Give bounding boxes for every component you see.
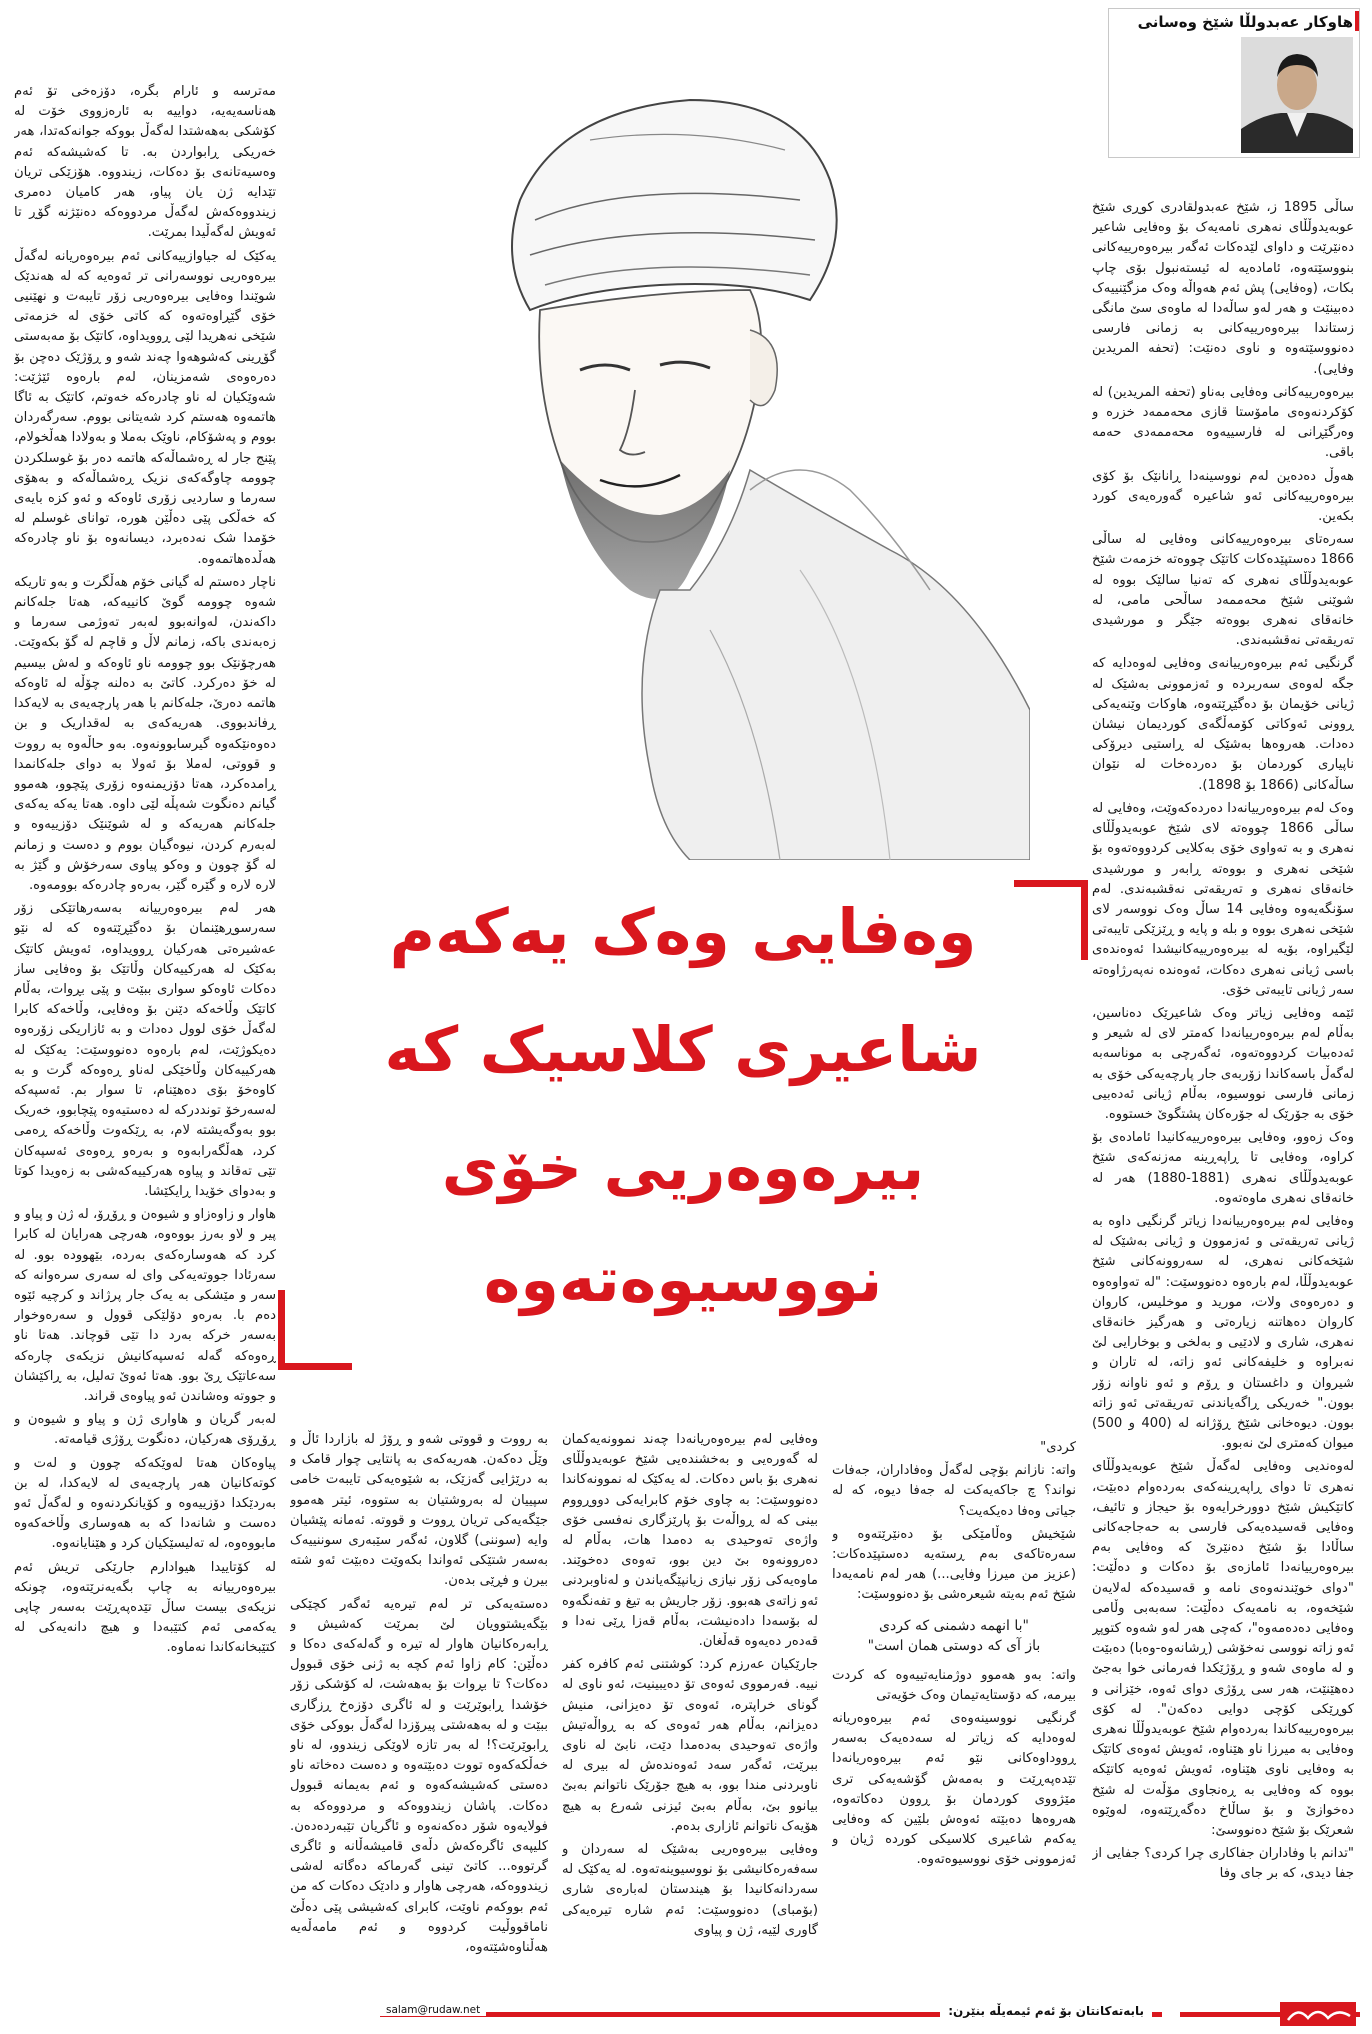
paragraph: بیرەوەرییەکانی وەفایی بەناو (تحفە المریدین) لە کۆکردنەوەی مامۆستا قازی محەممەد خزرە و وەرگێڕانی لە فارسییەوە محەممەدی حەمە باقی.	[1092, 384, 1354, 461]
paragraph: شێخیش وەڵامێکی بۆ دەنێرێتەوە و سەرەتاکەی بەم ڕستەیە دەستپێدەکات: (عزیز من میرزا وفایی...) هەر لەم نامەیەدا شێخ ئەم بەیتە شیعرەشی بۆ دەنووسێت:	[832, 1526, 1076, 1603]
author-name: هاوکار عەبدولڵا شێخ وەسانی	[1137, 13, 1353, 31]
poem-line: باز آی که دوستی همان است"	[867, 1637, 1041, 1654]
footer-email-link[interactable]: salam@rudaw.net	[380, 2004, 486, 2016]
headline-block	[278, 880, 1088, 1370]
poem-verse	[832, 1616, 1076, 1656]
paragraph: کردی"	[1040, 1440, 1076, 1455]
author-box	[1108, 8, 1360, 158]
paragraph: پیاوەکان هەتا لەوێکەکە چوون و لەت و کوتەکانیان هەر پارچەیەی لە لایەکدا، لە بن بەردێکدا دۆزییەوە و کۆیانکردنەوە و لەگەڵ ئەو دەست و شانەدا کە بە هەوساری وڵاخەکەوە مابووەوە، لە تەلیسێکیان کرد و هێنایانەوە.	[14, 1455, 276, 1552]
paragraph: گرنگیی نووسینەوەی ئەم بیرەوەریانە لەوەدایە کە زیاتر لە سەدەیەک بەسەر ڕووداوەکانی نێو ئەم بیرەوەریانەدا تێدەپەڕێت و بەمەش گۆشەیەکی تری مێژووی کوردمان بۆ ڕوون دەکاتەوە، هەروەها دەبێتە ئەوەش بلێین کە وەفایی یەکەم شاعیری کلاسیکی کوردە ژیان و ئەزموونی خۆی نووسیوەتەوە.	[832, 1711, 1076, 1868]
headline-line-2: شاعیری کلاسیک کە	[384, 1013, 982, 1086]
paragraph: گرنگیی ئەم بیرەوەرییانەی وەفایی لەوەدایە کە جگە لەوەی سەربردە و ئەزموونی بەشێک لە ژیانی خۆیمان بۆ دەگێڕێتەوە، هاوکات وێنەیەکی ڕوونی ئەوکاتی کۆمەڵگەی کوردیمان نیشان دەدات. هەروەها بەشێک لە ڕاستیی دیرۆکی ناپیاری کوردمان بۆ دەردەخات لە نێوان ساڵەکانی (1866 بۆ 1898).	[1092, 656, 1354, 793]
paragraph: وەک زەوو، وەفایی بیرەوەرییەکانیدا ئامادەی بۆ کراوە، وەفایی تا ڕاپەڕینە مەزنەکەی شێخ عوبەیدوڵڵای نەهری (1881-1880) هەر لە خانەقای نەهری ماوەتەوە.	[1092, 1130, 1354, 1206]
paragraph: وەفایی لەم بیرەوەریانەدا چەند نموونەیەکمان لە گەورەیی و بەخشندەیی شێخ عوبەیدوڵڵای نەهری بۆ باس دەکات. لە یەکێک لە نموونەکاندا دەنووسێت: بە چاوی خۆم کابرایەکی دووڕووم بینی کە لە ڕواڵەت بۆ پارێزگاری نەفسی خۆی واژەی تەوحیدی بە دەمدا هات، بەڵام لە دەروونەوە بێ دین بوو، تەوەی دەخوێند. ماوەیەکی زۆر نیازی زیانپێگەیاندن و لەناوبردنی ئەو زاتەی هەبوو. زۆر جاریش بە تیغ و تفەنگەوە لە بۆسەدا دادەنیشت، بەڵام قەزا ڕێی نەدا و قەدەر دەیەوە قەڵغان.	[562, 1432, 818, 1650]
author-photo	[1241, 37, 1353, 153]
poem-line: "با انهمه دشمنی که کردی	[879, 1617, 1029, 1634]
paragraph: هاوار و زاوەزاو و شیوەن و ڕۆڕۆ، لە ژن و پیاو و پیر و لاو بەرز بووەوە، هەرچی هەرایان لە کابرا کرد کە هەوسارەکەی بەردە، بێهوودە بوو. لە سەرئادا جووتەیەکی وای لە سەری سرەوانە کە سەر و مێشکی بە یەک جار پرژاند و کرچیە ئێوە دەم با. بەرەو دۆلێکی قوول و سەرەوخوار بەسەر خرکە بەرد دا تێی قوچاند. هەتا ناو ڕەوەکە گەلە ئەسپەکانیش نزیکەی چارەکە سەعاتێک ڕێ بوو. هەتا ئەوێ تەلیل، بە ڕاکێشان و جووتە وەشاندن ئەو پیاوەی قراند.	[14, 1207, 276, 1404]
paragraph: مەترسە و ئارام بگرە، دۆزەخی تۆ ئەم هەناسەیەیە، دواییە بە ئارەزووی خۆت لە کۆشکی بەهەشتدا لەگەڵ بووکە جوانەکەتدا، هەر خەریکی ڕابواردن بە. تا کەشیشەکە ئەم وەسیەتانەی بۆ دەکات، زیندووە. هۆزێکی تریان تێدایە ژن یان پیاو، هەر کامیان دەمری زیندووەکەش لەگەڵ مردووەکە دەنێژنە گۆڕ تا ئەویش لەگەڵیدا بمرێت.	[14, 84, 276, 241]
article-column-bottom-3	[290, 1430, 548, 1978]
paragraph: لەوەندیی وەفایی لەگەڵ شێخ عوبەیدوڵڵای نەهری تا دوای ڕاپەڕینەکەی بەردەوام دەبێت، کاتێکیش شێخ دوورخرایەوە بۆ حیجاز و تائیف، وەفایی قەسیدەیەکی فارسی بە حەجاجەکانی ساڵادا بۆ شێخ دەنێرێ کە وەفایی بەم بیرەوەرییانەدا ئامازەی بۆ دەکات و دەڵێت: "دوای خوێندنەوەی نامە و قەسیدەکە لەلایەن شێخەوە، بە نامەیەک دەڵێت: سەبەبی وڵامی وەفایی دەدەمەوە"، کەچی هەر لەو شەوە کتوپڕ ئەو زاتە نووسی نەخۆشی (ڕشانەوە-وەبا) دەبێت و لە ماوەی شەو و ڕۆژێکدا فەرمانی خوا بەجێ دەهێنێت، هەر سی ڕۆژی دوای ئەوە، خێزانی و کوڕێکی کۆچی دوایی دەکەن". لە کۆی بیرەوەرییەکاندا بەردەوام شێخ عوبەیدوڵڵا نەهری وەفایی بە میرزا ناو هێناوە، ئەویش ئەوەی کاتێک بە وەفایی ناوی هێناوە، ئەویش ئەوەیە کاتێکە بووە کە وەفایی بە ڕەنجاوی مۆڵەت لە شێخ دەخوازێ و بۆ ساڵاخ دەگەڕێتەوە، لەوێوە شعرێک بۆ شێخ دەنووسێ:	[1092, 1459, 1354, 1839]
paragraph: ئێمە وەفایی زیاتر وەک شاعیرێک دەناسین، بەڵام لەم بیرەوەرییانەدا کەمتر لای لە شیعر و ئەدەبیات کردووەتەوە، ئەگەرچی بە موناسەبە لەگەڵ باسەکاندا زۆربەی جار پارچەیەکی خۆی بە زمانی فارسی نووسیوە، بەڵام ژیانی ئەدەبیی خۆی بە جۆرێک لە جۆرەکان پشتگوێ خستووە.	[1092, 1005, 1354, 1122]
headline-line-3: بیرەوەریی خۆی	[441, 1131, 925, 1204]
article-column-bottom-1	[832, 1438, 1076, 1978]
paragraph: ساڵی 1895 ز، شێخ عەبدولقادری کوڕی شێخ عوبەیدوڵڵای نەهری نامەیەک بۆ وەفایی شاعیر دەنێرێت و داوای لێدەکات ئەگەر بیرەوەرییەکانی بنووسێتەوە، ئامادەیە لە ئیستەنبول بۆی چاپ بکات، (وەفایی) پش ئەم هەواڵە وەک مزگێنییەک دەبینێت و هەر لەو ساڵەدا لە ماوەی سێ مانگی زستاندا بیرەوەرییەکانی بە زمانی فارسی دەنووسێتەوە و ناوی دەنێت: (تحفە المریدین وفایی).	[1092, 200, 1354, 377]
paragraph: یەکێک لە جیاوازییەکانی ئەم بیرەوەریانە لەگەڵ بیرەوەریی نووسەرانی تر ئەوەیە کە لە هەندێک شوێندا وەفایی بیرەوەریی زۆر تایبەت و نهێنیی خۆی گێڕاوەتەوە کە کاتی خۆی لە خزمەتی شێخی نەهریدا لێی ڕوویداوە، کاتێک بۆ مەبەستی گۆڕینی کەشوهەوا چەند شەو و ڕۆژێک دەچن بۆ دەرەوەی شەمزینان، لەم بارەوە ئێژێت: شەوێکیان لە ناو چادرەکە خەوتم، کاتێک بە ئاگا هاتمەوە هەستم کرد شەیتانی بووم. سەرگەردان بووم و پەشۆکام، ناوێک بەملا و بەولادا هەڵخولام، پێنج جار لە ڕەشماڵەکە هاتمە دەر بۆ غوسلکردن چوومە چاوگەکەی نزیک ڕەشماڵەکە و بەهۆی سەرما و ساردیی زۆری ئاوەکە و ئەو کزە بایەی کە خەڵکی پێی دەڵێن هورە، توانای غوسلم لە خۆمدا شک نەدەبرد، دیسانەوە بۆ ناو چادرەکە هەڵدەهاتمەوە.	[14, 248, 276, 567]
paragraph: لەبەر گریان و هاواری ژن و پیاو و شیوەن و ڕۆڕۆی هەرکیان، دەنگوت ڕۆژی قیامەتە.	[14, 1412, 276, 1448]
paragraph: بە رووت و قووتی شەو و ڕۆژ لە بازاردا ئاڵ و وێڵ دەکەن. هەریەکەی بە پانتایی چوار قامک و بە درێژایی گەزێک، بە شێوەیەکی تایبەت خامی سپییان لە بەروشتیان بە ستووە، ئیتر هەموو جێگەیەکی تریان ڕووت و قووتە. ئەمانە پێشیان وایە (سوننی) گلاون، ئەگەر سێبەری سوننییەک بەسەر شتێکی ئەواندا بکەوێت دەبێت ئەو شتە بیرن و فڕێی بدەن.	[290, 1432, 548, 1589]
paragraph: وەفایی لەم بیرەوەرییانەدا زیاتر گرنگیی داوە بە ژیانی تەریقەتی و ئەزموون و ژیانی بەشێک لە شێخەکانی نەهری، لە سەروونەکانی شێخ عوبەیدوڵڵا، لەم بارەوە دەنووسێت: "لە تەواوەوە و دەرەوەی ولات، مورید و موخلیس، کاروان کاروان دەهاتنە زیارەتی و هەرگیز خانەقای نەهری، شاری و لادێیی و بەلخی و بوخارایی لێ نەبراوە و خلیفەکانی ئەو زاتە، لە تاران و شیروان و داغستان و ڕۆم و ئەو ناوانە زۆر بوون." خەریکی ڕاگەیاندنی تەریقەتی ئەو زاتە بوون. دیوەخانی شێخ ڕۆژانە لە (400 و 500) میوان کەمتری لێ نەبوو.	[1092, 1213, 1354, 1452]
author-marker	[1355, 11, 1359, 31]
paragraph: هەوڵ دەدەین لەم نووسینەدا ڕانانێک بۆ کۆی بیرەوەرییەکانی ئەو شاعیرە گەورەیەی کورد بکەین.	[1092, 468, 1354, 525]
footer-submission-text: بابەتەکانتان بۆ ئەم ئیمەیڵە بنێرن:	[940, 2004, 1152, 2018]
article-column-right	[1092, 198, 1354, 1978]
paragraph: لە کۆتاییدا هیوادارم جارێکی تریش ئەم بیرەوەرییانە بە چاپ بگەیەنرێتەوە، چونکە نزیکەی بیست ساڵ تێدەپەڕێت بەسەر چاپی یەکەمی ئەم کتێبەدا و هیچ دانەیەکی لە کتێبخانەکاندا نەماوە.	[14, 1559, 276, 1656]
paragraph: وەفایی بیرەوەریی بەشێک لە سەردان و سەفەرەکانیشی بۆ نووسیوینەتەوە. لە یەکێک لە سەردانەکانیدا بۆ هیندستان لەبارەی شاری (بۆمبای) دەنووسێت: ئەم شارە تیرەیەکی گاوری لێیە، ژن و پیاوی	[562, 1842, 818, 1938]
paragraph: واتە: بەو هەموو دوژمنایەتییەوە کە کردت بیرمە، کە دۆستایەتیمان وەک خۆیەتی	[832, 1667, 1076, 1703]
headline-line-1: وەفایی وەک یەکەم	[389, 895, 977, 968]
article-column-bottom-2	[562, 1430, 818, 1978]
paragraph: وەک لەم بیرەوەرییانەدا دەردەکەوێت، وەفایی لە ساڵی 1866 چووەتە لای شێخ عوبەیدوڵڵای نەهری و بە تەواوی خۆی بەکلایی کردووەتەوە بۆ شێخی نەهری و بووەتە ڕابەر و مورشیدی خانەقای نەهری و تەریقەتی نەقشبەندی. لەم سۆنگەیەوە وەفایی 14 ساڵ وەک نووسەر لای شێخی نەهری بووە و بلە و پایە و ڕێزێکی تایبەتی لێگیراوە، بۆیە لە بیرەوەرییەکانیشدا ئەوەندەی باسی ژیانی نەهری دەکات، ئەوەندە نەپەرژاوەتە سەر ژیانی تایبەتی خۆی.	[1092, 800, 1354, 998]
paragraph: ناچار دەستم لە گیانی خۆم هەڵگرت و بەو تاریکە شەوە چوومە گوێ کانییەکە، هەتا جلەکانم داکەندن، لەوانەبوو لەبەر تەوژمی سەرما و زەبەندی باکە، زمانم لاڵ و قاچم لە گۆ بکەوێت. هەرچۆنێک بوو چوومە ناو ئاوەکە و لەش بیسیم لە خۆ دەرکرد. کاتێ بە دەلنە چۆڵە لە ئاوەکە هاتمە دەرێ، جلەکانم با هەر پارچەیەی بە لایەکدا ڕفاندبووی. هەریەکەی بە لەقداریک و بن دەوەنێکەوە گیرسابوونەوە. بەو حاڵەوە بە رووت و قووتی، لەملا بۆ ئەولا بە دوای جلەکانمدا ڕامدەکرد، هەتا دۆزیمنەوە زۆری پێچوو، هەموو گیانم دەنگوت شەپڵە لێی داوە. هەتا یەکە یەکەی جلەکانم هەریەکە و لە شوێنێک دۆزییەوە و لەبەرم کردن، نیوەگیان بووم و دەست و زمانم لە گۆ چوون و وەکو پیاوی سەرخۆش و گێژ بە لارە لارە و گێرە گێر، بەرەو چادرەکە بوومەوە.	[14, 574, 276, 893]
poet-portrait-illustration	[330, 70, 1030, 860]
publication-logo-icon	[1180, 2000, 1360, 2028]
headline-line-4: نووسیوەتەوە	[483, 1243, 883, 1316]
paragraph: سەرەتای بیرەوەرییەکانی وەفایی لە ساڵی 1866 دەستپێدەکات کاتێک چووەتە خزمەت شێخ عوبەیدوڵڵای نەهری کە تەنیا سالێک بووە لە شوێنی شێخ محەممەد ساڵحی مامی، لە خانەقای نەهری بووەتە جێگر و مورشیدی تەریقەتی نەقشبەندی.	[1092, 532, 1354, 649]
page-footer	[0, 2000, 1372, 2028]
paragraph: دەستەیەکی تر لەم تیرەیە ئەگەر کچێکی بێگەیشتوویان لێ بمرێت کەشیش و ڕابەرەکانیان هاوار لە تیرە و گەلەکەی دەکا و دەڵێن: کام زاوا ئەم کچە بە ژنی خۆی قبوول دەکات؟ تا بڕوات بۆ بەهەشت، لە کۆشکی زۆر خۆشدا ڕابوێرێت و لە ئاگری دۆزەخ ڕزگاری ببێت و لە بەهەشتی پیرۆزدا لەگەڵ بووکی خۆی ڕابوێرێت؟! لە بەر تازە لاوێکی زیندوو، لە ناو خەڵکەکەوە تووت دەبێتەوە و دەست دەخاتە ناو دەستی کەشیشەکەوە و ئەم بەیمانە قبوول دەکات. پاشان زیندووەکە و مردووەکە بە فولایەوە شۆر دەکەنەوە و ئاگریان تێبەردەدەن. کلیپەی ئاگرەکەش دڵەی قامیشەڵانە و ئاگری گرتووە... کاتێ تینی گەرماکە دەگاتە لەشی زیندووەکە، هەرچی هاوار و دادێک دەکات کە من ئەم بووکەم ناوێت، کابرای کەشیشی پێی دەڵێ ناماقووڵیت کردووە و ئەم مامەڵەیە هەڵناوەشێتەوە،	[290, 1596, 548, 1956]
paragraph: جارێکیان عەرزم کرد: کوشتنی ئەم کافرە کفر نییە. فەرمووی ئەوەی تۆ دەیبینیت، ئەو ناوی لە گونای خراپترە، ئەوەی تۆ دەیزانی، منیش دەیزانم، بەڵام هەر ئەوەی کە بە ڕواڵەتیش واژەی تەوحیدی بەدەمدا دێت، نابێ لە ناوی ببرێت، ئەگەر سەد ئەوەندەش لە بیری لە ناوبردنی مندا بوو، بە هیچ جۆرێک ناتوانم بەبێ بیانوو بێ، بەڵام بەبێ ئیزنی شەرع بە هیچ هۆیەک ناتوانم ئازاری بدەم.	[562, 1657, 818, 1834]
paragraph: "تدانم با وفاداران جفاکاری چرا کردی؟ جفایی از جفا دیدی، که بر جای وفا	[1092, 1846, 1354, 1882]
paragraph: واتە: نازانم بۆچی لەگەڵ وەفاداران، جەفات نواند؟ چ جاکەیەکت لە جەفا دیوە، کە لە جیاتی وەفا دەیکەیت؟	[832, 1463, 1076, 1519]
paragraph: هەر لەم بیرەوەرییانە بەسەرهاتێکی زۆر سەرسوڕهێنمان بۆ دەگێڕێتەوە کە لە نێو عەشیرەتی هەرکیان ڕوویداوە، ئەویش کاتێک بەکێک لە هەرکییەکان وڵاتێک بۆ وەفایی ساز دەکات ئاوەکو سواری ببێت و پێی بڕوات، بەڵام کاتێک وڵاخەکە دێنن بۆ وەفایی، وڵاخەکە کابرا لەگەڵ خۆی لوول دەدات و بە ئازاریکی زۆرەوە دەیکوژێت، لەم بارەوە دەنووسێت: یەکێک لە هەرکییەکان وڵاخێکی لەناو ڕەوەکە گرت و بە کاوەخۆ بۆی دەهێنام، تا سوار بم. ئەسپەکە لەسەرخۆ تونددرکە لە دەستیەوە پێچابوو، خەریک بوو بەوگەیشتە لام، بە ڕێکەوت وڵاخەکە ڕەمی کرد، هەڵگەرابەوە و بەرەو ڕەوەی ئەسپەکان تێی تەقاند و پیاوە هەرکییەکەشی بە زەویدا کوتا و بەدوای خۆیدا ڕایکێشا.	[14, 901, 276, 1199]
article-column-left	[14, 82, 276, 1977]
